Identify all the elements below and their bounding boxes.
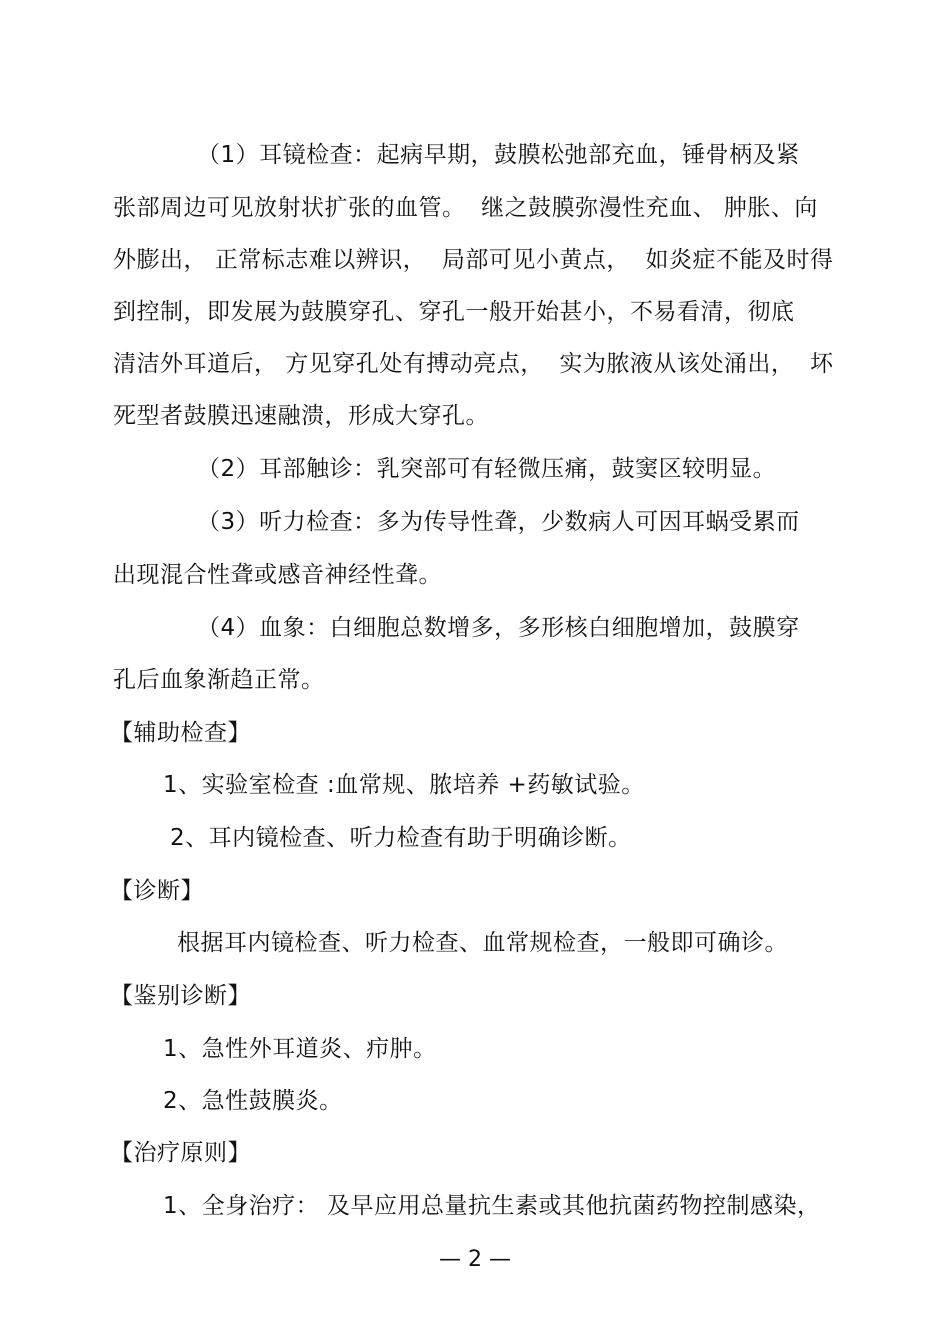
auxiliary-item-2: 2、耳内镜检查、听力检查有助于明确诊断。 bbox=[170, 825, 632, 851]
section-heading-auxiliary: 【辅助检查】 bbox=[110, 720, 251, 746]
section-heading-diagnosis: 【诊断】 bbox=[110, 878, 204, 904]
paragraph-otoscopy-line-2: 张部周边可见放射状扩张的血管。 继之鼓膜弥漫性充血、 肿胀、向 bbox=[113, 195, 818, 221]
paragraph-hearing-line-2: 出现混合性聋或感音神经性聋。 bbox=[113, 562, 442, 588]
paragraph-otoscopy-line-4: 到控制，即发展为鼓膜穿孔、穿孔一般开始甚小，不易看清，彻底 bbox=[113, 299, 795, 325]
diagnosis-text: 根据耳内镜检查、听力检查、血常规检查，一般即可确诊。 bbox=[177, 930, 788, 956]
page-number: — 2 — bbox=[439, 1247, 511, 1272]
paragraph-blood-line-1: （4）血象：白细胞总数增多，多形核白细胞增加，鼓膜穿 bbox=[197, 615, 800, 641]
paragraph-hearing-line-1: （3）听力检查：多为传导性聋，少数病人可因耳蜗受累而 bbox=[197, 509, 800, 535]
paragraph-otoscopy-line-6: 死型者鼓膜迅速融溃，形成大穿孔。 bbox=[113, 403, 489, 429]
paragraph-otoscopy-line-3: 外膨出， 正常标志难以辨识， 局部可见小黄点， 如炎症不能及时得 bbox=[113, 247, 834, 273]
differential-item-1: 1、急性外耳道炎、疖肿。 bbox=[163, 1036, 437, 1062]
section-heading-treatment: 【治疗原则】 bbox=[110, 1140, 251, 1166]
paragraph-otoscopy-line-5: 清洁外耳道后， 方见穿孔处有搏动亮点， 实为脓液从该处涌出， 坏 bbox=[113, 351, 834, 377]
section-heading-differential: 【鉴别诊断】 bbox=[110, 983, 251, 1009]
differential-item-2: 2、急性鼓膜炎。 bbox=[163, 1088, 343, 1114]
paragraph-blood-line-2: 孔后血象渐趋正常。 bbox=[113, 667, 325, 693]
paragraph-otoscopy-line-1: （1）耳镜检查：起病早期，鼓膜松弛部充血，锤骨柄及紧 bbox=[197, 142, 800, 168]
auxiliary-item-1: 1、实验室检查 :血常规、脓培养 +药敏试验。 bbox=[163, 772, 645, 798]
treatment-item-1: 1、全身治疗： 及早应用总量抗生素或其他抗菌药物控制感染， bbox=[163, 1193, 821, 1219]
paragraph-palpation-line-1: （2）耳部触诊：乳突部可有轻微压痛，鼓窦区较明显。 bbox=[197, 456, 777, 482]
